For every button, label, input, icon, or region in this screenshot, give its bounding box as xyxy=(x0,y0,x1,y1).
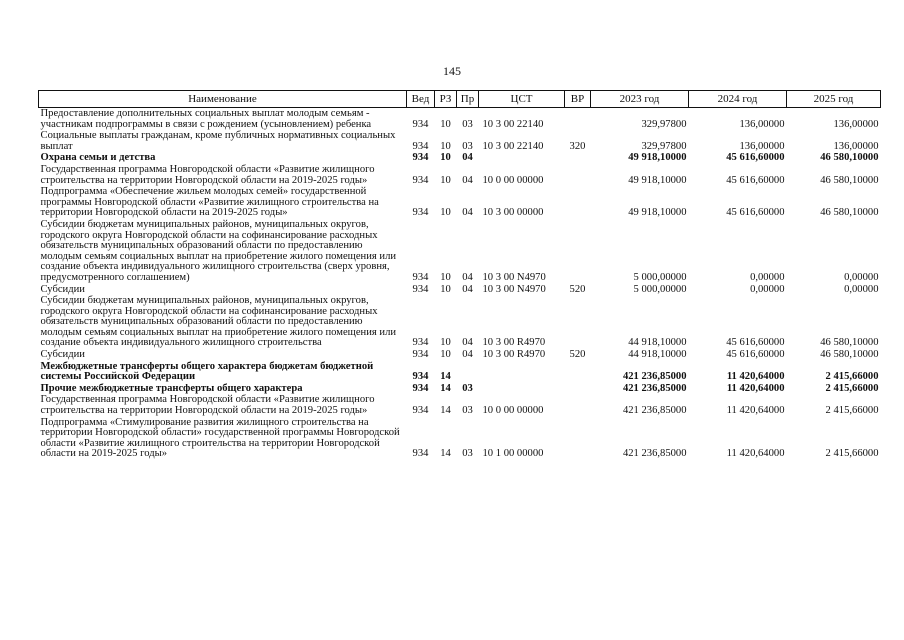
table-cell-cst: 10 3 00 R4970 xyxy=(482,349,546,361)
table-row xyxy=(39,152,881,164)
table-cell-ved: 934 xyxy=(412,207,429,219)
table-row xyxy=(39,186,881,219)
table-row xyxy=(39,383,881,395)
table-cell-rz: 10 xyxy=(440,349,451,361)
table-cell-pr: 04 xyxy=(462,337,473,349)
table-cell-ved: 934 xyxy=(412,174,429,186)
table-cell-ved: 934 xyxy=(412,140,429,152)
table-row xyxy=(39,349,881,361)
table-header-row xyxy=(39,91,881,108)
table-cell-ved: 934 xyxy=(412,337,429,349)
header-rz: РЗ xyxy=(435,91,457,108)
table-cell-vr xyxy=(565,361,591,383)
table-cell-vr xyxy=(565,219,591,284)
table-cell-name: Государственная программа Новгородской области «Развитие жилищного строительства на территории Новгородской области на 2019-2025 годы» xyxy=(40,163,375,186)
table-cell-ved: 934 xyxy=(412,118,429,130)
table-cell-2024: 45 616,60000 xyxy=(726,152,785,164)
table-cell-2023: 49 918,10000 xyxy=(628,174,687,186)
table-cell-pr: 03 xyxy=(462,118,473,130)
table-cell-cst: 10 3 00 N4970 xyxy=(482,271,546,283)
table-row xyxy=(39,130,881,152)
table-cell-cst: 10 1 00 00000 xyxy=(482,448,544,460)
table-cell-name: Прочие межбюджетные трансферты общего характера xyxy=(40,382,303,394)
table-cell-name: Межбюджетные трансферты общего характера бюджетам бюджетной системы Российской Федерации xyxy=(40,360,374,383)
table-cell-2024: 45 616,60000 xyxy=(726,349,785,361)
table-cell-name: Подпрограмма «Стимулирование развития жилищного строительства на территории Новгородской области» государственной программы Новгородской области «Развитие жилищного строительства на территории Новгородской области на 2019-2025 годы» xyxy=(40,416,400,460)
table-cell-vr xyxy=(565,152,591,164)
header-cst: ЦСТ xyxy=(479,91,565,108)
table-cell-cst: 10 3 00 22140 xyxy=(482,140,544,152)
table-cell-2023: 49 918,10000 xyxy=(628,207,687,219)
table-cell-pr: 04 xyxy=(462,349,473,361)
table-cell-name: Субсидии бюджетам муниципальных районов, муниципальных округов, городского округа Новгородской области на софинансирование расходных обязательств муниципальных образований области по предоставлению молодым семьям социальных выплат на приобретение жилого помещения или создание объекта индивидуального жилищного строительства (сверх уровня, предусмотренного соглашением) xyxy=(40,218,397,283)
table-cell-2023: 44 918,10000 xyxy=(628,349,687,361)
table-cell-rz: 14 xyxy=(440,448,451,460)
table-cell-2025: 2 415,66000 xyxy=(825,371,879,383)
table-cell-2024: 0,00000 xyxy=(750,271,785,283)
table-cell-2025: 2 415,66000 xyxy=(825,405,879,417)
table-cell-rz: 10 xyxy=(440,207,451,219)
table-cell-cst: 10 3 00 22140 xyxy=(482,118,544,130)
table-cell-rz: 10 xyxy=(440,174,451,186)
header-ved: Вед xyxy=(407,91,435,108)
table-cell-2023: 421 236,85000 xyxy=(622,448,687,460)
table-cell-2025: 2 415,66000 xyxy=(825,382,879,394)
table-cell-name: Подпрограмма «Обеспечение жильем молодых семей» государственной программы Новгородской области «Развитие жилищного строительства на территории Новгородской области на 2019-2025 годы» xyxy=(40,186,379,219)
table-cell-cst: 10 3 00 R4970 xyxy=(482,337,546,349)
table-cell-rz: 10 xyxy=(440,140,451,152)
table-row xyxy=(39,108,881,131)
table-cell-rz: 10 xyxy=(440,283,451,295)
table-cell-rz: 10 xyxy=(440,271,451,283)
table-cell-pr: 04 xyxy=(462,152,473,164)
table-cell-vr xyxy=(565,417,591,460)
budget-table xyxy=(38,90,881,460)
table-cell-vr: 520 xyxy=(569,349,586,361)
table-cell-2025: 136,00000 xyxy=(833,140,879,152)
table-cell-pr: 03 xyxy=(462,140,473,152)
table-cell-pr: 04 xyxy=(462,271,473,283)
table-cell-ved: 934 xyxy=(412,371,429,383)
table-row xyxy=(39,295,881,349)
table-cell-name: Охрана семьи и детства xyxy=(40,152,156,164)
table-cell-vr xyxy=(565,394,591,416)
table-cell-2023: 329,97800 xyxy=(641,140,687,152)
table-cell-rz: 14 xyxy=(440,371,451,383)
table-cell-2025: 46 580,10000 xyxy=(820,349,879,361)
header-2024: 2024 год xyxy=(689,91,787,108)
table-cell-2023: 44 918,10000 xyxy=(628,337,687,349)
table-cell-cst xyxy=(479,152,565,164)
table-cell-2023: 421 236,85000 xyxy=(622,405,687,417)
table-cell-vr xyxy=(565,108,591,131)
table-cell-ved: 934 xyxy=(412,382,429,394)
table-cell-2025: 0,00000 xyxy=(844,271,879,283)
table-cell-pr: 03 xyxy=(462,382,473,394)
table-cell-cst: 10 3 00 00000 xyxy=(482,207,544,219)
table-row xyxy=(39,361,881,383)
table-cell-pr: 04 xyxy=(462,283,473,295)
table-row xyxy=(39,417,881,460)
table-cell-cst: 10 0 00 00000 xyxy=(482,174,544,186)
table-cell-name: Субсидии xyxy=(40,283,85,295)
table-row xyxy=(39,219,881,284)
table-cell-cst: 10 0 00 00000 xyxy=(482,405,544,417)
table-cell-rz: 10 xyxy=(440,152,451,164)
table-cell-name: Субсидии xyxy=(40,349,85,361)
table-cell-rz: 14 xyxy=(440,382,451,394)
table-cell-pr: 03 xyxy=(462,448,473,460)
header-name: Наименование xyxy=(39,91,407,108)
table-cell-2023: 5 000,00000 xyxy=(633,271,687,283)
table-cell-vr xyxy=(565,383,591,395)
table-cell-2025: 46 580,10000 xyxy=(820,174,879,186)
table-cell-rz: 10 xyxy=(440,118,451,130)
table-cell-2025: 46 580,10000 xyxy=(820,337,879,349)
table-cell-vr: 520 xyxy=(569,283,586,295)
table-cell-vr xyxy=(565,295,591,349)
table-cell-2024: 11 420,64000 xyxy=(726,405,785,417)
table-cell-name: Государственная программа Новгородской области «Развитие жилищного строительства на территории Новгородской области на 2019-2025 годы» xyxy=(40,394,375,417)
table-cell-ved: 934 xyxy=(412,152,429,164)
table-cell-pr: 03 xyxy=(462,405,473,417)
table-cell-pr: 04 xyxy=(462,207,473,219)
table-cell-2024: 45 616,60000 xyxy=(726,207,785,219)
table-cell-2025: 2 415,66000 xyxy=(825,448,879,460)
table-cell-2025: 136,00000 xyxy=(833,118,879,130)
table-row xyxy=(39,164,881,186)
table-row xyxy=(39,284,881,296)
table-cell-ved: 934 xyxy=(412,405,429,417)
header-pr: Пр xyxy=(457,91,479,108)
table-cell-2024: 136,00000 xyxy=(739,140,785,152)
table-cell-2024: 45 616,60000 xyxy=(726,174,785,186)
table-cell-2024: 0,00000 xyxy=(750,283,785,295)
table-cell-vr xyxy=(565,186,591,219)
table-cell-2023: 421 236,85000 xyxy=(622,382,687,394)
table-cell-2023: 421 236,85000 xyxy=(622,371,687,383)
table-cell-pr: 04 xyxy=(462,174,473,186)
header-vr: ВР xyxy=(565,91,591,108)
table-cell-ved: 934 xyxy=(412,448,429,460)
table-cell-cst xyxy=(479,383,565,395)
table-cell-pr xyxy=(457,361,479,383)
table-cell-ved: 934 xyxy=(412,349,429,361)
table-cell-vr: 320 xyxy=(569,140,586,152)
table-cell-ved: 934 xyxy=(412,271,429,283)
table-cell-name: Предоставление дополнительных социальных выплат молодым семьям - участникам подпрограммы в связи с рождением (усыновлением) ребенка xyxy=(40,108,372,130)
table-cell-2024: 136,00000 xyxy=(739,118,785,130)
table-cell-ved: 934 xyxy=(412,283,429,295)
table-cell-2024: 11 420,64000 xyxy=(726,382,785,394)
table-cell-cst xyxy=(479,361,565,383)
table-row xyxy=(39,394,881,416)
table-cell-2023: 49 918,10000 xyxy=(628,152,687,164)
page-number: 145 xyxy=(443,64,461,78)
table-cell-2023: 5 000,00000 xyxy=(633,283,687,295)
table-cell-2024: 45 616,60000 xyxy=(726,337,785,349)
table-cell-2025: 46 580,10000 xyxy=(820,207,879,219)
table-cell-rz: 10 xyxy=(440,337,451,349)
table-cell-2024: 11 420,64000 xyxy=(726,448,785,460)
table-cell-2023: 329,97800 xyxy=(641,118,687,130)
table-cell-name: Субсидии бюджетам муниципальных районов, муниципальных округов, городского округа Новгородской области на софинансирование расходных обязательств муниципальных образований области по предоставлению молодым семьям социальных выплат на приобретение жилого помещения или создание объекта индивидуального жилищного строительства xyxy=(40,295,397,349)
table-cell-rz: 14 xyxy=(440,405,451,417)
table-cell-2024: 11 420,64000 xyxy=(726,371,785,383)
header-2025: 2025 год xyxy=(787,91,881,108)
table-cell-vr xyxy=(565,164,591,186)
table-cell-cst: 10 3 00 N4970 xyxy=(482,283,546,295)
table-cell-2025: 46 580,10000 xyxy=(820,152,879,164)
table-cell-name: Социальные выплаты гражданам, кроме публичных нормативных социальных выплат xyxy=(40,130,396,152)
table-cell-2025: 0,00000 xyxy=(844,283,879,295)
header-2023: 2023 год xyxy=(591,91,689,108)
